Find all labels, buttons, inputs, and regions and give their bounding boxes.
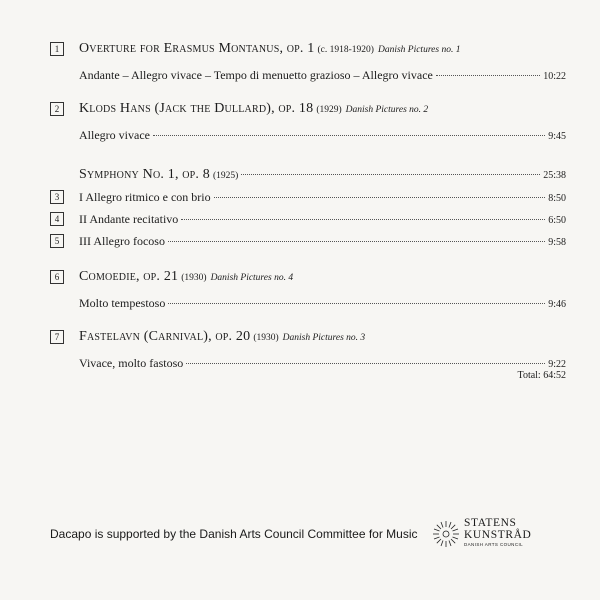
sunburst-icon xyxy=(432,520,460,548)
movement-row: Andante – Allegro vivace – Tempo di menuetto grazioso – Allegro vivace 10:22 xyxy=(79,66,566,86)
track-number: 1 xyxy=(50,42,64,56)
dot-leader xyxy=(436,74,540,76)
movement-row: Molto tempestoso 9:46 xyxy=(79,294,566,314)
duration: 8:50 xyxy=(548,193,566,204)
track-number: 5 xyxy=(50,234,64,248)
dot-leader xyxy=(153,134,545,136)
symphony-block xyxy=(50,166,566,254)
total-duration: Total: 64:52 xyxy=(517,370,566,381)
logo-text: STATENS KUNSTRÅD DANISH ARTS COUNCIL xyxy=(464,517,532,547)
movement-row: Allegro vivace 9:45 xyxy=(79,126,566,146)
duration: 9:46 xyxy=(548,299,566,310)
track-list xyxy=(50,40,566,380)
track-2 xyxy=(50,100,566,152)
statens-kunstrad-logo xyxy=(432,518,532,554)
work-title: Overture for Erasmus Montanus, op. 1 (c. 1918-1920) Danish Pictures no. 1 xyxy=(79,41,461,56)
track-7 xyxy=(50,328,566,380)
dot-leader xyxy=(241,173,540,175)
dot-leader xyxy=(168,302,545,304)
movement-row: II Andante recitativo 6:50 xyxy=(79,210,566,230)
track-number: 7 xyxy=(50,330,64,344)
movement-row: I Allegro ritmico e con brio 8:50 xyxy=(79,188,566,208)
work-title: Klods Hans (Jack the Dullard), op. 18 (1929) Danish Pictures no. 2 xyxy=(79,101,429,116)
dot-leader xyxy=(186,362,545,364)
movement-row: Vivace, molto fastoso 9:22 xyxy=(79,354,566,374)
track-6 xyxy=(50,268,566,320)
work-title: Comoedie, op. 21 (1930) Danish Pictures no. 4 xyxy=(79,269,294,284)
dot-leader xyxy=(168,240,545,242)
work-title: Fastelavn (Carnival), op. 20 (1930) Danish Pictures no. 3 xyxy=(79,329,366,344)
track-number: 4 xyxy=(50,212,64,226)
track-number: 6 xyxy=(50,270,64,284)
movement-row: III Allegro focoso 9:58 xyxy=(79,232,566,252)
duration: 6:50 xyxy=(548,215,566,226)
track-number: 3 xyxy=(50,190,64,204)
track-1 xyxy=(50,40,566,92)
track-number: 2 xyxy=(50,102,64,116)
duration: 10:22 xyxy=(543,71,566,82)
dot-leader xyxy=(214,196,546,198)
symphony-header: Symphony No. 1, op. 8 (1925) 25:38 xyxy=(79,166,566,185)
duration: 9:22 xyxy=(548,359,566,370)
footer-sponsor-text: Dacapo is supported by the Danish Arts Council Committee for Music xyxy=(50,527,418,541)
duration: 9:45 xyxy=(548,131,566,142)
duration: 9:58 xyxy=(548,237,566,248)
dot-leader xyxy=(181,218,545,220)
duration: 25:38 xyxy=(543,170,566,181)
